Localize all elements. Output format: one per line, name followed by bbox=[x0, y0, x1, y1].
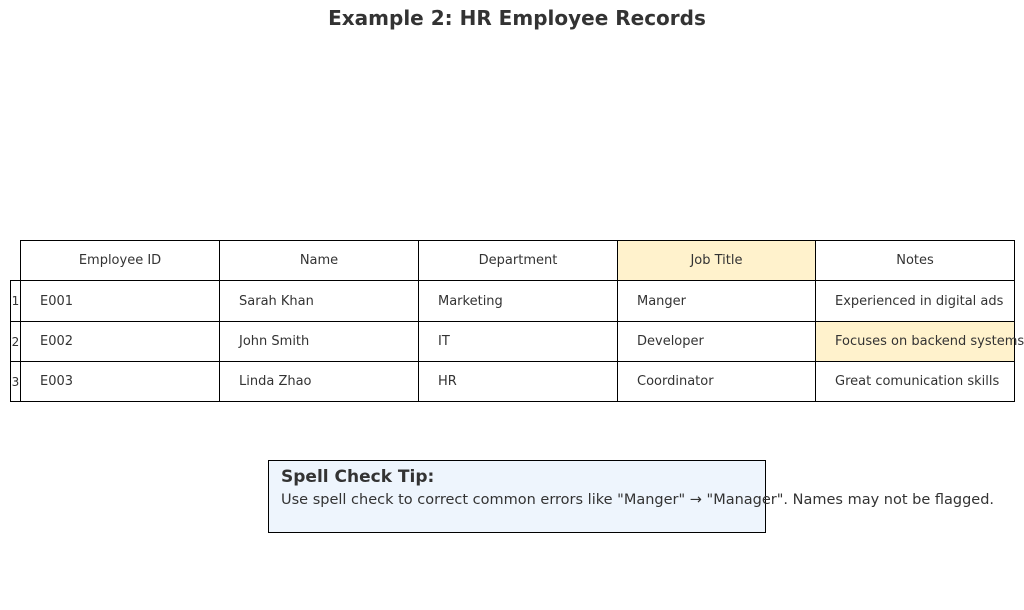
cell-name[interactable]: Linda Zhao bbox=[219, 361, 419, 402]
cell-department[interactable]: HR bbox=[418, 361, 618, 402]
cell-employee-id[interactable]: E001 bbox=[20, 280, 220, 322]
row-number[interactable]: 2 bbox=[10, 321, 21, 362]
cell-department[interactable]: IT bbox=[418, 321, 618, 362]
spell-check-tip-box bbox=[268, 460, 995, 533]
header-employee-id[interactable]: Employee ID bbox=[20, 240, 220, 281]
tip-text: Use spell check to correct common errors like "Manger" → "Manager". Names may not be flagged. bbox=[281, 492, 995, 508]
header-department[interactable]: Department bbox=[418, 240, 618, 281]
row-number[interactable]: 3 bbox=[10, 361, 21, 402]
header-name[interactable]: Name bbox=[219, 240, 419, 281]
cell-name[interactable]: John Smith bbox=[219, 321, 419, 362]
cell-job-title[interactable]: Manger bbox=[617, 280, 816, 322]
cell-notes[interactable]: Great comunication skills bbox=[815, 361, 1015, 402]
cell-name[interactable]: Sarah Khan bbox=[219, 280, 419, 322]
row-number[interactable]: 1 bbox=[10, 280, 21, 322]
header-notes[interactable]: Notes bbox=[815, 240, 1015, 281]
cell-employee-id[interactable]: E002 bbox=[20, 321, 220, 362]
cell-job-title[interactable]: Developer bbox=[617, 321, 816, 362]
page-title: Example 2: HR Employee Records bbox=[328, 6, 706, 30]
cell-department[interactable]: Marketing bbox=[418, 280, 618, 322]
tip-title: Spell Check Tip: bbox=[281, 467, 435, 487]
cell-notes[interactable]: Focuses on backend systems bbox=[815, 321, 1015, 362]
header-job-title[interactable]: Job Title bbox=[617, 240, 816, 281]
cell-job-title[interactable]: Coordinator bbox=[617, 361, 816, 402]
cell-employee-id[interactable]: E003 bbox=[20, 361, 220, 402]
cell-notes[interactable]: Experienced in digital ads bbox=[815, 280, 1015, 322]
